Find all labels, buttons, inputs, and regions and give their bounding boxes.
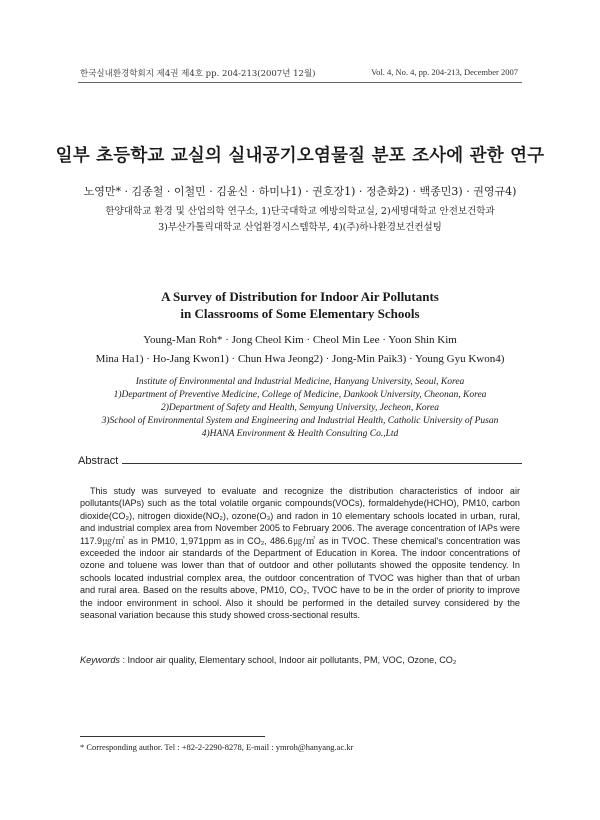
abstract-body (80, 485, 520, 621)
korean-affiliation-2: 3)부산가톨릭대학교 산업환경시스템학부, 4)(주)하나환경보건컨설팅 (158, 222, 442, 233)
abstract-rule (122, 463, 522, 464)
abstract-heading: Abstract (78, 455, 119, 467)
english-authors-line-1: Young-Man Roh* · Jong Cheol Kim · Cheol Min Lee · Yoon Shin Kim (143, 334, 457, 346)
footnote-rule (80, 736, 265, 737)
keywords-text: : Indoor air quality, Elementary school, Indoor air pollutants, PM, VOC, Ozone, CO₂ (119, 655, 457, 665)
korean-affiliation-1: 한양대학교 환경 및 산업의학 연구소, 1)단국대학교 예방의학교실, 2)세명대학교 안전보건학과 (105, 206, 495, 217)
english-affiliations (0, 376, 600, 441)
affiliation-line: 3)School of Environmental System and Engineering and Industrial Health, Catholic University of Pusan (101, 416, 499, 426)
affiliation-line: 2)Department of Safety and Health, Semyung University, Jecheon, Korea (161, 403, 439, 413)
korean-title: 일부 초등학교 교실의 실내공기오염물질 분포 조사에 관한 연구 (55, 146, 545, 166)
korean-authors: 노영만* · 김종철 · 이철민 · 김윤신 · 하미나1) · 권호장1) · 정춘화2) · 백종민3) · 권영규4) (83, 185, 517, 198)
keywords (80, 655, 456, 665)
affiliation-line: 4)HANA Environment & Health Consulting Co.,Ltd (201, 429, 399, 439)
journal-header-korean: 한국실내환경학회지 제4권 제4호 pp. 204-213(2007년 12월) (80, 69, 316, 79)
english-title-line-1: A Survey of Distribution for Indoor Air Pollutants (161, 289, 439, 304)
english-title-line-2: in Classrooms of Some Elementary Schools (180, 306, 420, 321)
affiliation-line: Institute of Environmental and Industrial Medicine, Hanyang University, Seoul, Korea (135, 377, 465, 387)
header-rule (78, 82, 522, 83)
journal-header-english: Vol. 4, No. 4, pp. 204-213, December 2007 (371, 67, 518, 77)
corresponding-author-footnote: * Corresponding author. Tel : +82-2-2290-8278, E-mail : ymroh@hanyang.ac.kr (80, 742, 354, 752)
affiliation-line: 1)Department of Preventive Medicine, College of Medicine, Dankook University, Cheonan, Korea (113, 390, 487, 400)
english-authors-line-2: Mina Ha1) · Ho-Jang Kwon1) · Chun Hwa Jeong2) · Jong-Min Paik3) · Young Gyu Kwon4) (95, 353, 505, 365)
keywords-label: Keywords (80, 655, 120, 665)
abstract-text: This study was surveyed to evaluate and recognize the distribution characteristics of indoor air pollutants(IAPs) such as the total volatile organic compounds(VOCs), formaldehyde(HCHO), PM10, carbon dioxide(CO₂), nitrogen dioxide(NO₂), ozone(O₃) and radon in 10 elementary schools located in urban, rural, and industrial complex area from November 2005 to February 2006. The average concentration of IAPs were 117.9㎍/㎥ as in PM10, 1,971ppm as in CO₂, 486.6㎍/㎥ as in TVOC. These chemical's concentration was exceeded the indoor air standards of the Department of Education in Korea. The indoor concentrations of ozone and toluene was lower than that of outdoor and other pollutants showed the opposite tendency. In schools located industrial complex area, the outdoor concentration of TVOC was higher than that of urban and rural area. Based on the results above, PM10, CO₂, TVOC have to be in the order of priority to improve the indoor environment in school. Also it should be performed in the detailed survey considered by the seasonal variation because this study showed cross-sectional results. (80, 486, 520, 621)
